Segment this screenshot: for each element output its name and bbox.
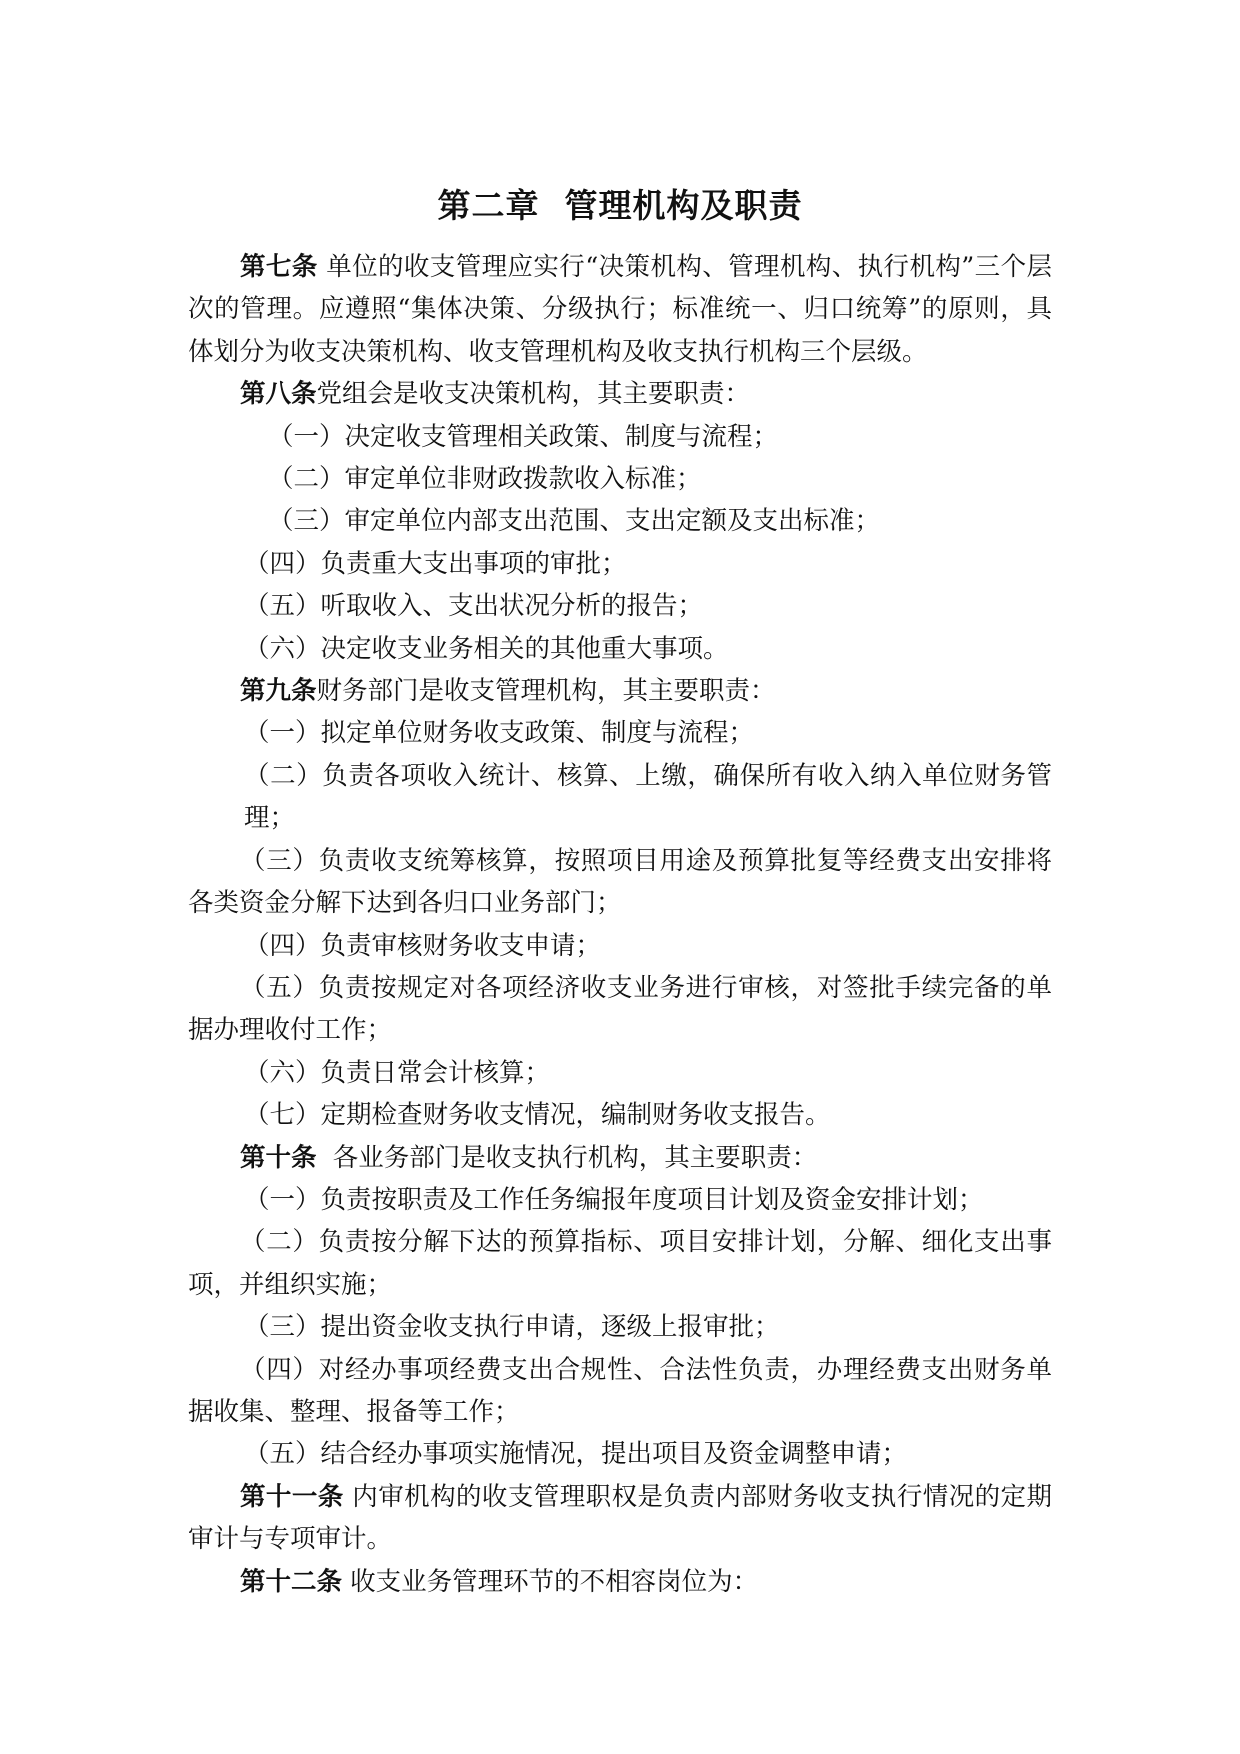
article-12-text: 收支业务管理环节的不相容岗位为： <box>342 1566 759 1597</box>
article-8-item: （五）听取收入、支出状况分析的报告； <box>244 591 704 622</box>
article-9-item: （六）负责日常会计核算； <box>244 1057 551 1088</box>
article-8-heading: 第八条 <box>240 379 317 410</box>
article-10-item: （二）负责按分解下达的预算指标、项目安排计划，分解、细化支出事项，并组织实施； <box>188 1227 1052 1300</box>
article-11-text: 内审机构的收支管理职权是负责内部财务收支执行情况的定期审计与专项审计。 <box>188 1481 1052 1555</box>
article-8-item: （四）负责重大支出事项的审批； <box>244 548 627 579</box>
article-8-item: （二）审定单位非财政拨款收入标准； <box>268 464 702 495</box>
article-10-item: （五）结合经办事项实施情况，提出项目及资金调整申请； <box>244 1439 908 1470</box>
article-9-heading: 第九条 <box>240 676 317 707</box>
article-10-heading: 第十条 <box>240 1142 317 1173</box>
article-9-item: （五）负责按规定对各项经济收支业务进行审核，对签批手续完备的单据办理收付工作； <box>188 972 1052 1046</box>
article-9-item: （四）负责审核财务收支申请； <box>244 930 602 961</box>
article-7 <box>188 246 1052 373</box>
article-8-text: 党组会是收支决策机构，其主要职责： <box>316 379 751 410</box>
chapter-title: 第二章 管理机构及职责 <box>437 186 803 225</box>
article-11-heading: 第十一条 <box>240 1481 344 1512</box>
article-12 <box>188 1561 1052 1603</box>
article-10-item: （三）提出资金收支执行申请，逐级上报审批； <box>244 1312 780 1343</box>
article-7-text: 单位的收支管理应实行“决策机构、管理机构、执行机构”三个层次的管理。应遵照“集体决策、分级执行；标准统一、归口统筹”的原则，具体划分为收支决策机构、收支管理机构及收支执行机构三个层级。 <box>188 252 1052 367</box>
document-body <box>188 246 1052 1603</box>
article-9 <box>188 670 1052 712</box>
article-10-text: 各业务部门是收支执行机构，其主要职责： <box>316 1142 818 1173</box>
article-11 <box>188 1476 1052 1561</box>
article-8-item: （一）决定收支管理相关政策、制度与流程； <box>268 421 779 452</box>
article-9-item: （七）定期检查财务收支情况，编制财务收支报告。 <box>244 1100 831 1131</box>
article-9-item: （一）拟定单位财务收支政策、制度与流程； <box>244 718 755 749</box>
article-12-heading: 第十二条 <box>240 1566 343 1597</box>
article-8 <box>188 373 1052 415</box>
article-8-item: （六）决定收支业务相关的其他重大事项。 <box>244 633 729 664</box>
article-10-item: （四）对经办事项经费支出合规性、合法性负责，办理经费支出财务单据收集、整理、报备等工作； <box>188 1354 1052 1427</box>
article-9-item: （三）负责收支统筹核算，按照项目用途及预算批复等经费支出安排将各类资金分解下达到各归口业务部门； <box>188 845 1052 919</box>
article-7-heading: 第七条 <box>240 252 318 282</box>
article-10-item: （一）负责按职责及工作任务编报年度项目计划及资金安排计划； <box>244 1184 984 1215</box>
article-9-text: 财务部门是收支管理机构，其主要职责： <box>316 676 776 707</box>
article-9-item: （二）负责各项收入统计、核算、上缴，确保所有收入纳入单位财务管理； <box>244 760 1052 834</box>
article-8-item: （三）审定单位内部支出范围、支出定额及支出标准； <box>268 506 881 537</box>
article-10 <box>188 1137 1052 1179</box>
